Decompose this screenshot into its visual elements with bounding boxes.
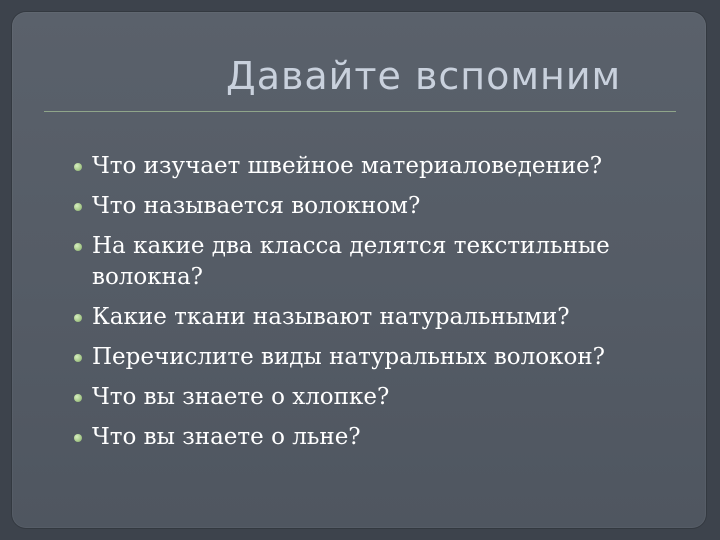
list-item <box>72 231 632 293</box>
list-item-text: Что изучает швейное материаловедение? <box>92 153 603 179</box>
bullet-dot-icon <box>74 163 82 171</box>
list-item <box>72 302 632 333</box>
bullet-list <box>72 151 632 462</box>
title-divider <box>44 111 676 112</box>
list-item-text: Что вы знаете о хлопке? <box>92 384 390 410</box>
bullet-dot-icon <box>74 394 82 402</box>
bullet-dot-icon <box>74 434 82 442</box>
list-item-text: На какие два класса делятся текстильные волокна? <box>92 233 610 290</box>
list-item-text: Что вы знаете о льне? <box>92 424 361 450</box>
bullet-dot-icon <box>74 314 82 322</box>
list-item <box>72 342 632 373</box>
list-item <box>72 422 632 453</box>
list-item-text: Перечислите виды натуральных волокон? <box>92 344 605 370</box>
slide-title: Давайте вспомним <box>226 54 622 98</box>
bullet-dot-icon <box>74 243 82 251</box>
list-item <box>72 191 632 222</box>
bullet-dot-icon <box>74 203 82 211</box>
list-item <box>72 382 632 413</box>
list-item <box>72 151 632 182</box>
bullet-dot-icon <box>74 354 82 362</box>
list-item-text: Что называется волокном? <box>92 193 421 219</box>
list-item-text: Какие ткани называют натуральными? <box>92 304 570 330</box>
